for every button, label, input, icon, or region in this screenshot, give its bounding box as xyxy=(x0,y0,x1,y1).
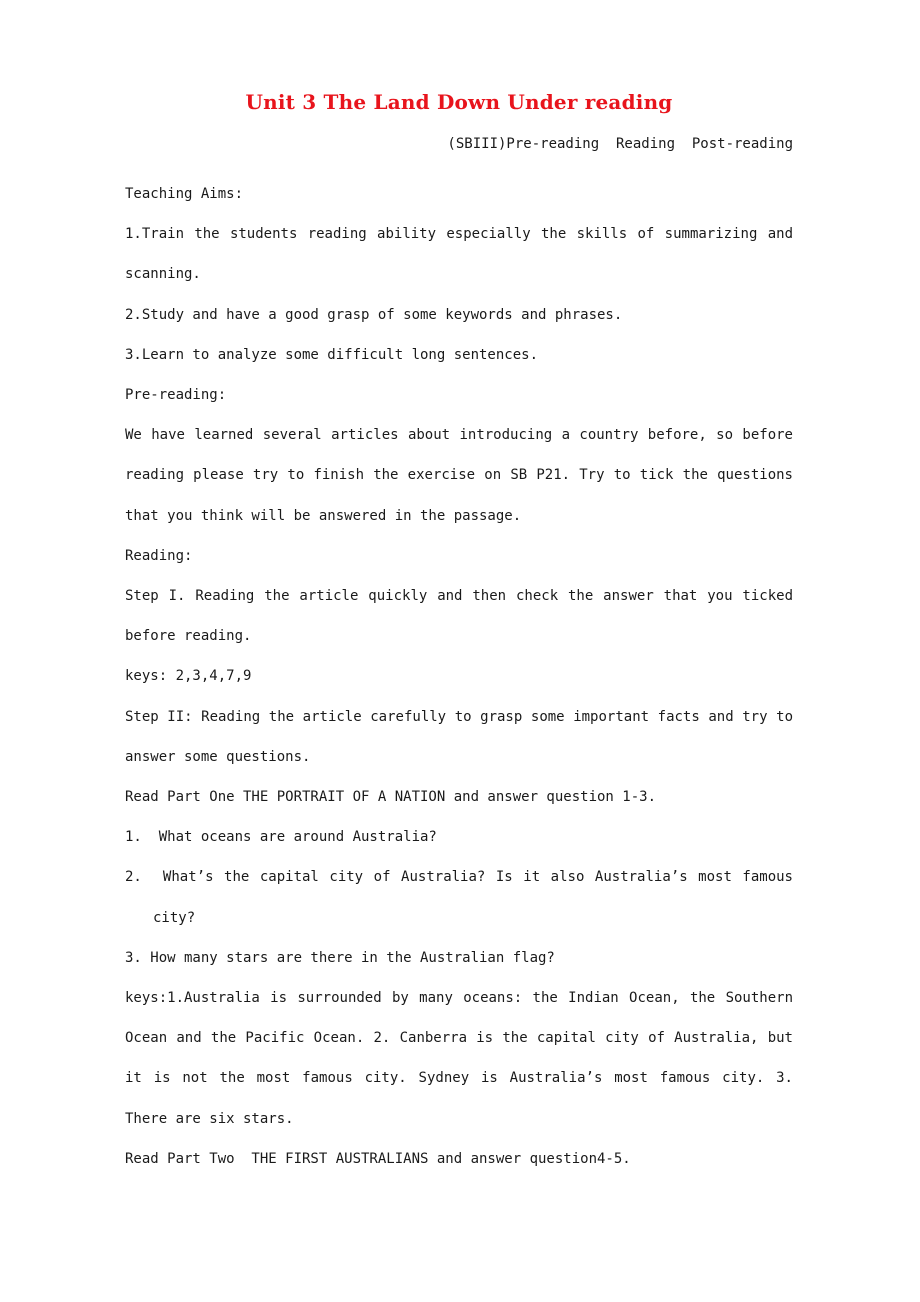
part-one-instruction: Read Part One THE PORTRAIT OF A NATION and answer question 1-3. xyxy=(125,789,657,806)
document-title: Unit 3 The Land Down Under reading xyxy=(245,90,673,114)
part-two-instruction: Read Part Two THE FIRST AUSTRALIANS and answer question4-5. xyxy=(125,1150,631,1167)
section-heading-teaching-aims: Teaching Aims: xyxy=(125,186,244,202)
question-3: 3. How many stars are there in the Australian flag? xyxy=(125,949,555,966)
step-two-paragraph: Step II: Reading the article carefully to grasp some important facts and try to answer some questions. xyxy=(125,708,802,765)
aim-item-2: 2.Study and have a good grasp of some keywords and phrases. xyxy=(125,306,623,323)
document-subtitle: (SBIII)Pre-reading Reading Post-reading xyxy=(447,136,793,152)
aim-item-1: 1.Train the students reading ability especially the skills of summarizing and scanning. xyxy=(125,226,802,283)
section-heading-reading: Reading: xyxy=(125,547,193,564)
document-body xyxy=(125,174,802,1179)
section-heading-pre-reading: Pre-reading: xyxy=(125,387,227,404)
question-1: 1. What oceans are around Australia? xyxy=(125,829,437,846)
aim-item-3: 3.Learn to analyze some difficult long sentences. xyxy=(125,346,539,363)
part-one-keys: keys:1.Australia is surrounded by many oceans: the Indian Ocean, the Southern Ocean and the Pacific Ocean. 2. Canberra is the capital city of Australia, but it is not the most famous city. Sydney is Australia’s most famous city. 3. There are six stars. xyxy=(125,990,802,1127)
step-one-paragraph: Step I. Reading the article quickly and then check the answer that you ticked before reading. xyxy=(125,588,802,645)
step-one-keys: keys: 2,3,4,7,9 xyxy=(125,668,252,685)
question-2: 2. What’s the capital city of Australia? Is it also Australia’s most famous city? xyxy=(125,869,802,926)
pre-reading-paragraph: We have learned several articles about introducing a country before, so before reading please try to finish the exercise on SB P21. Try to tick the questions that you think will be answered in the passage. xyxy=(125,427,802,524)
